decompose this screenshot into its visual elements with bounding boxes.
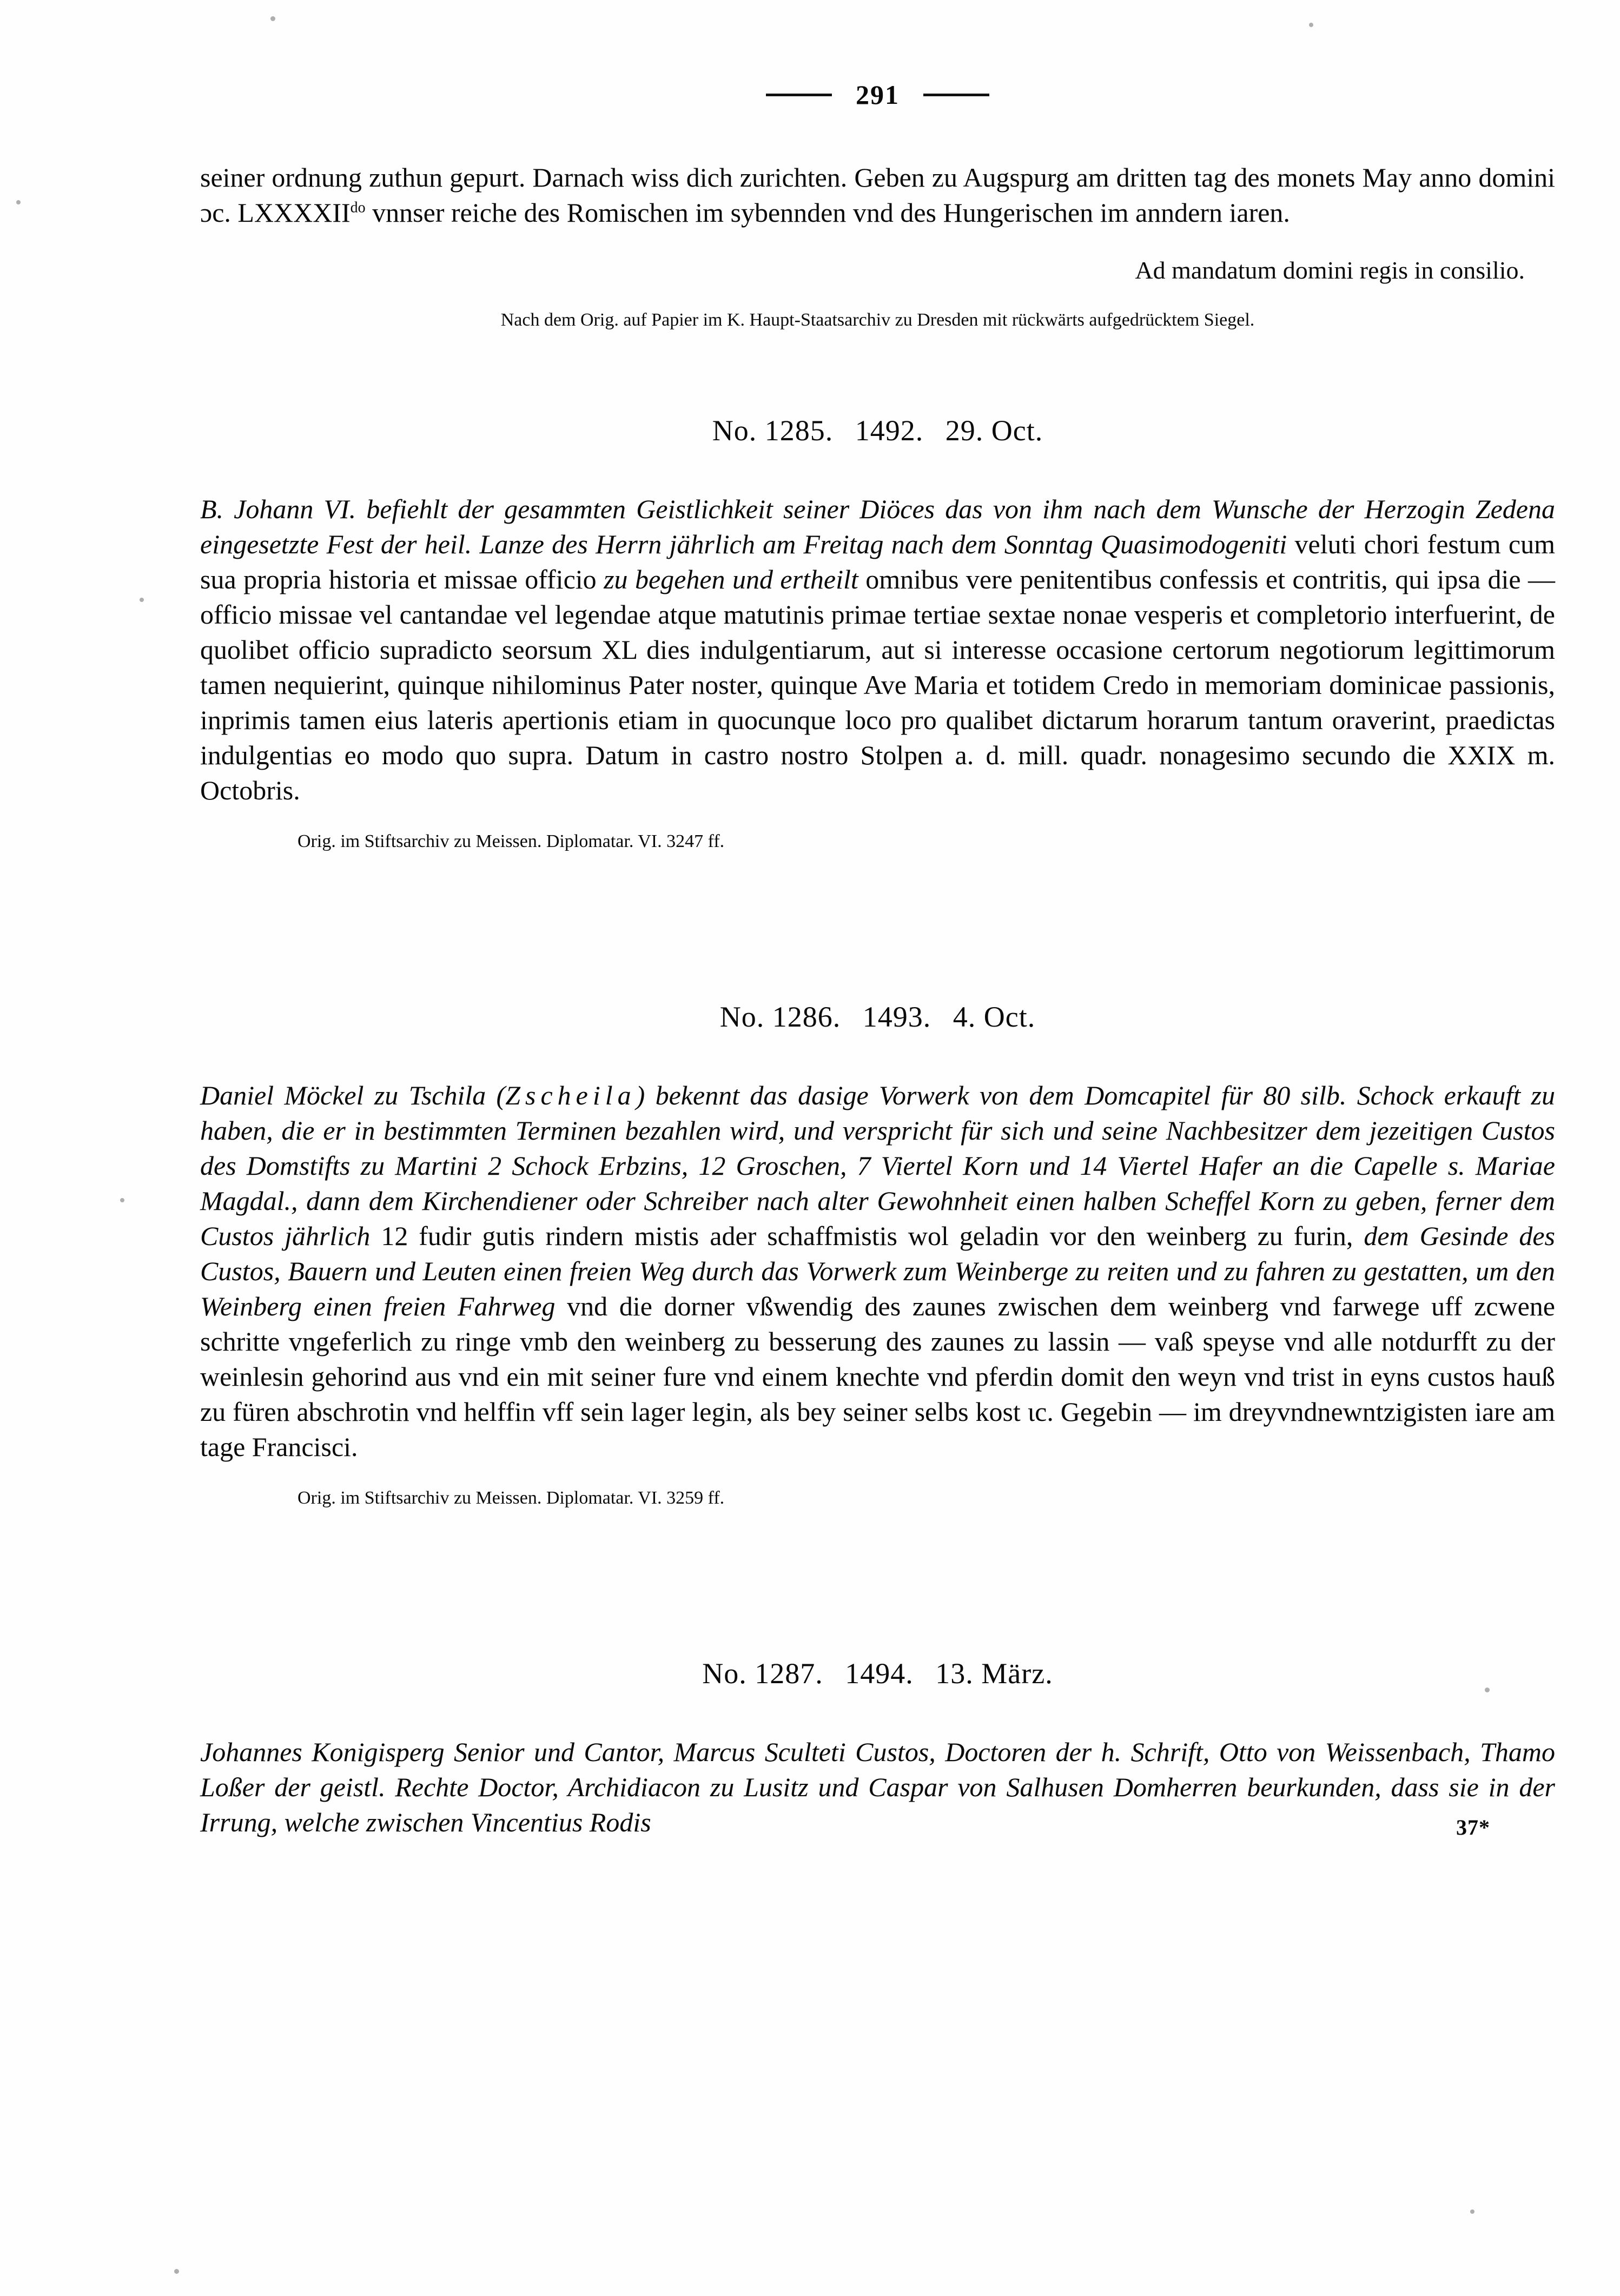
scan-speck: [1309, 23, 1313, 27]
attestation-line: Ad mandatum domini regis in consilio.: [1135, 256, 1525, 284]
entry-text: [200, 1735, 1555, 1840]
scan-speck: [140, 598, 144, 602]
regest-segment: zu begehen und ertheilt: [604, 564, 858, 594]
scan-speck: [270, 16, 275, 21]
regest-segment: dem Gesinde des Custos, Bauern und Leuten einen freien Weg durch das Vorwerk zum Weinberge zu reiten und zu fahren zu gestatten, um den Weinberg einen freien Fahrweg: [200, 1220, 1556, 1321]
header-rule-right: [923, 94, 989, 96]
continued-body-post: vnnser reiche des Romischen im sybennden vnd des Hungerischen im anndern iaren.: [365, 197, 1290, 228]
continued-document: [200, 160, 1555, 332]
charter-entry-1286: [200, 1000, 1555, 1510]
running-head: [200, 81, 1555, 108]
charter-text-segment: vnd die dorner vßwendig des zaunes zwischen dem weinberg vnd farwege uff zcwene schritte vngeferlich zu ringe vmb den weinberg zu besserung des zaunes zu lassin — vaß speyse vnd alle notdurfft zu der weinlesin gehorind aus vnd ein mit seiner fure vnd einem knechte vnd pferdin domit den weyn vnd trist in eyns custos hauß zu füren abschrotin vnd helffin vff sein lager legin, als bey seiner selbs kost ɩc. Gegebin — im dreyvndnewntzigisten iare am tage Francisci.: [200, 1291, 1555, 1462]
entry-text: [200, 1078, 1555, 1465]
entry-heading: [200, 413, 1555, 448]
entry-date: 13. März.: [935, 1657, 1053, 1690]
regest-segment: Daniel Möckel zu Tschila (: [200, 1080, 506, 1110]
charter-entry-1285: [200, 413, 1555, 853]
scan-speck: [16, 200, 21, 204]
entry-number: No. 1285.: [712, 414, 834, 447]
entry-number: No. 1286.: [719, 1000, 841, 1033]
page-content: [200, 81, 1555, 1840]
charter-text-segment: 12 fudir gutis rindern mistis ader schaffmistis wol geladin vor den weinberg zu furin,: [370, 1220, 1364, 1251]
entry-text: [200, 492, 1555, 808]
entry-year: 1493.: [862, 1000, 931, 1033]
entry-source-note: Orig. im Stiftsarchiv zu Meissen. Diplomatar. VI. 3247 ff.: [297, 831, 725, 851]
continued-body-superscript: do: [350, 199, 366, 216]
latin-segment: veluti chori festum cum sua propria historia et missae officio: [200, 528, 1555, 594]
entry-heading: [200, 1656, 1555, 1691]
entry-year: 1492.: [855, 414, 924, 447]
continued-body-paragraph: [200, 160, 1555, 230]
continued-body-pre: seiner ordnung zuthun gepurt. Darnach wiss dich zurichten. Geben zu Augspurg am dritten tag des monets May anno domini ɔc. LXXXXII: [200, 162, 1555, 228]
scan-speck: [174, 2269, 179, 2274]
entry-year: 1494.: [845, 1657, 914, 1690]
entry-number: No. 1287.: [702, 1657, 823, 1690]
regest-segment: Johannes Konigisperg Senior und Cantor, Marcus Sculteti Custos, Doctoren der h. Schrift, Otto von Weissenbach, Thamo Loßer der geistl. Rechte Doctor, Archidiacon zu Lusitz und Caspar von Salhusen Domherren beurkunden, dass sie in der Irrung, welche zwischen Vincentius Rodis: [200, 1736, 1555, 1837]
regest-segment: ) bekennt das dasige Vorwerk von dem Domcapitel für 80 silb. Schock erkauft zu haben, die er in bestimmten Terminen bezahlen wird, und verspricht für sich und seine Nachbesitzer dem jezeitigen Custos des Domstifts zu Martini 2 Schock Erbzins, 12 Groschen, 7 Viertel Korn und 14 Viertel Hafer an die Capelle s. Mariae Magdal., dann dem Kirchendiener oder Schreiber nach alter Gewohnheit einen halben Scheffel Korn zu geben, ferner dem Custos jährlich: [200, 1080, 1555, 1251]
folio-number: 291: [856, 80, 900, 110]
entry-date: 4. Oct.: [953, 1000, 1036, 1033]
signature-mark: 37*: [1456, 1815, 1490, 1840]
entry-heading: [200, 1000, 1555, 1035]
entry-source-note: Orig. im Stiftsarchiv zu Meissen. Diplomatar. VI. 3259 ff.: [297, 1487, 725, 1508]
entry-date: 29. Oct.: [945, 414, 1043, 447]
scan-speck: [1470, 2209, 1474, 2214]
latin-segment: omnibus vere penitentibus confessis et contritis, qui ipsa die — officio missae vel cantandae vel legendae atque matutinis primae tertiae sextae nonae vesperis et completorio interfuerint, de quolibet officio supradicto seorsum XL dies indulgentiarum, aut si interesse occasione certorum negotiorum legittimorum tamen nequierint, quinque nihilominus Pater noster, quinque Ave Maria et totidem Credo in memoriam dominicae passionis, inprimis tamen eius lateris apertionis etiam in quocunque loco pro qualibet dictarum horarum tantum oraverint, praedictas indulgentias eo modo quo supra. Datum in castro nostro Stolpen a. d. mill. quadr. nonagesimo secundo die XXIX m. Octobris.: [200, 564, 1555, 805]
header-rule-left: [766, 94, 832, 96]
continued-source-note: Nach dem Orig. auf Papier im K. Haupt-Staatsarchiv zu Dresden mit rückwärts aufgedrücktem Siegel.: [500, 309, 1255, 330]
place-gloss: Zscheila: [505, 1080, 636, 1110]
scan-speck: [120, 1198, 124, 1202]
regest-segment: B. Johann VI. befiehlt der gesammten Geistlichkeit seiner Diöces das von ihm nach dem Wunsche der Herzogin Zedena eingesetzte Fest der heil. Lanze des Herrn jährlich am Freitag nach dem Sonntag Quasimodogeniti: [200, 493, 1555, 559]
charter-entry-1287: [200, 1656, 1555, 1840]
